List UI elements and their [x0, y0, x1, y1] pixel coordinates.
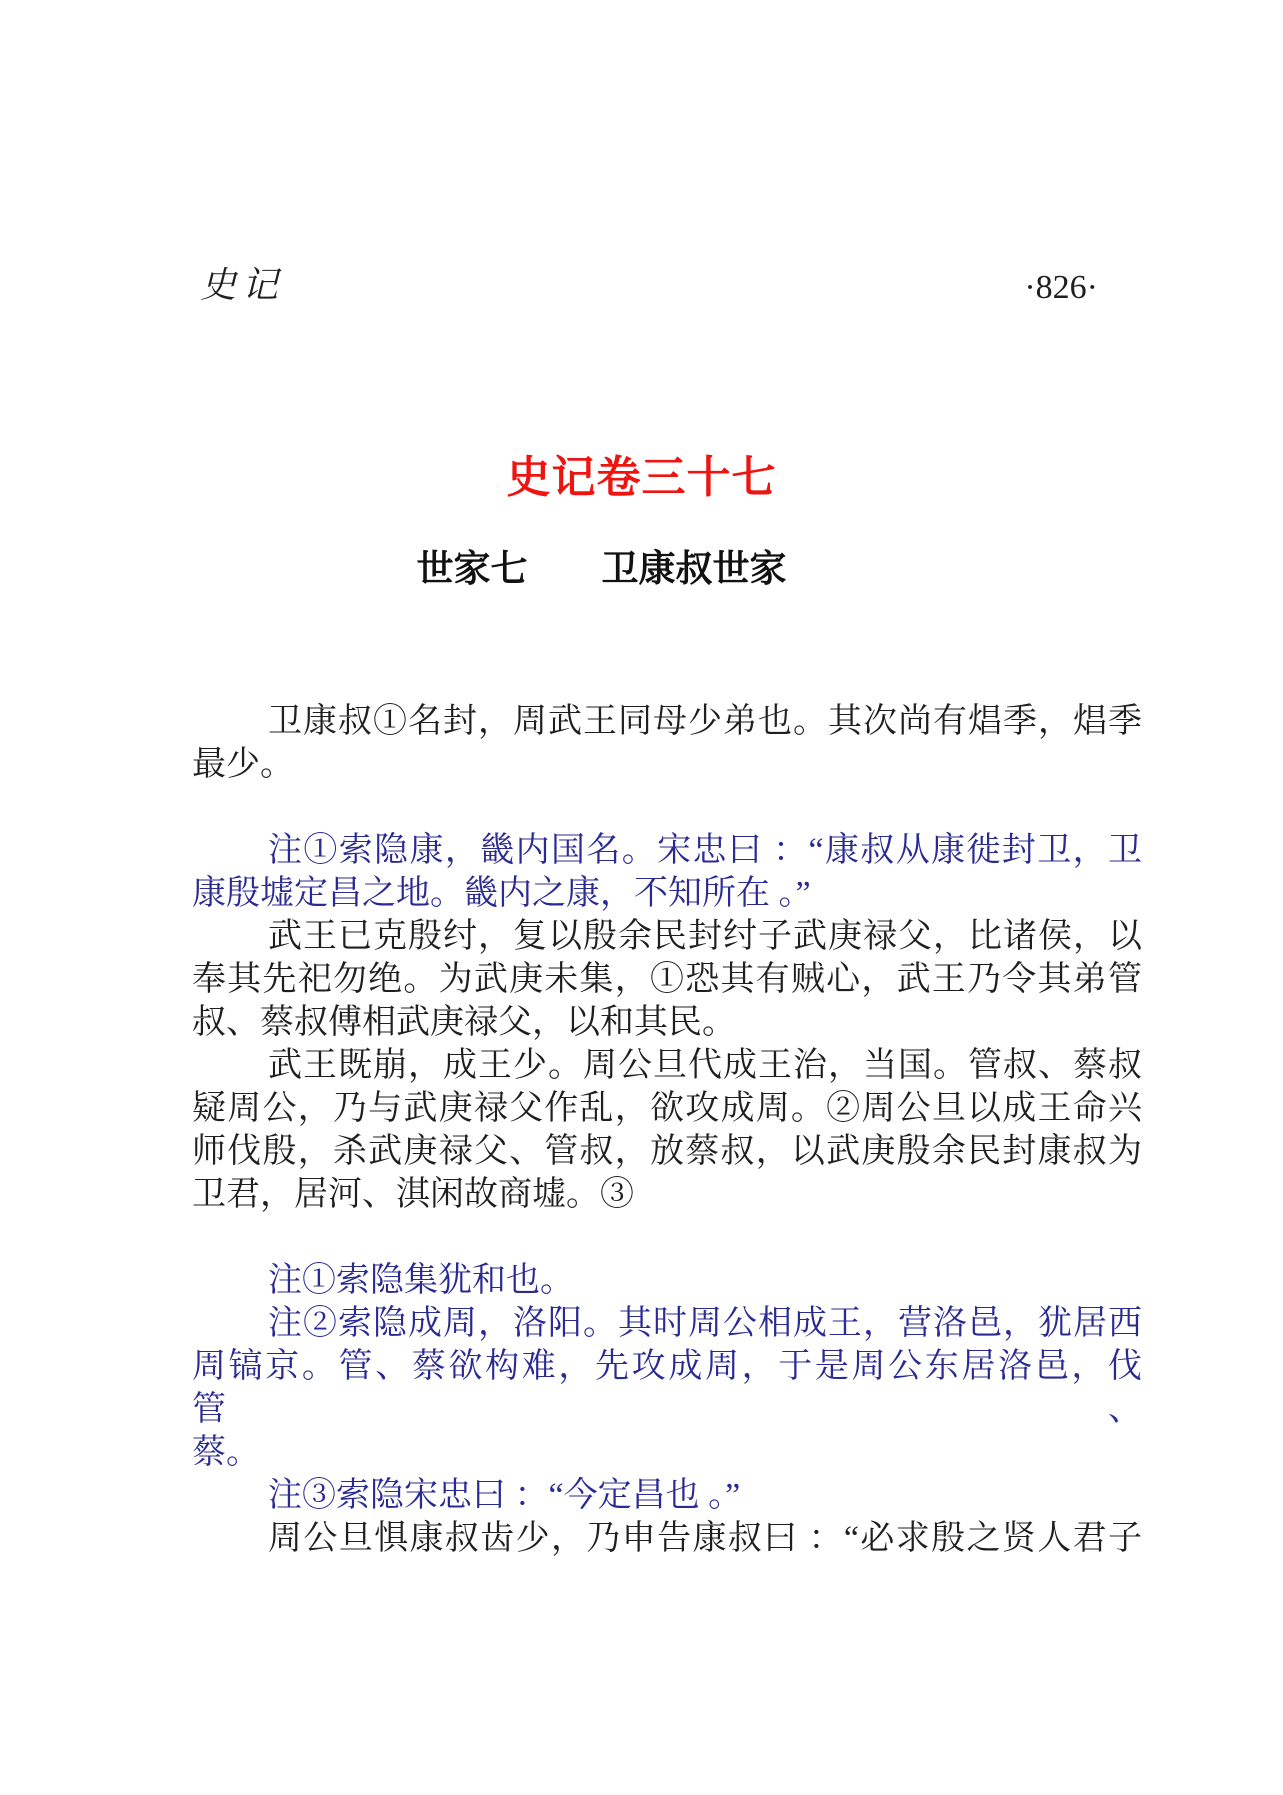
text-line: 师伐殷，杀武庚禄父、管叔，放蔡叔，以武庚殷余民封康叔为: [192, 1133, 1142, 1170]
text-line: 卫康叔①名封，周武王同母少弟也。其次尚有焻季，焻季: [268, 703, 1142, 740]
chapter-title: 史记卷三十七: [506, 453, 777, 502]
text-line: 最少。: [192, 746, 294, 783]
annotation-line: 康殷墟定昌之地。畿内之康，不知所在 。”: [192, 875, 811, 912]
text-line: 武王既崩，成王少。周公旦代成王治，当国。管叔、蔡叔: [268, 1047, 1142, 1084]
annotation-line: 周镐京。管、蔡欲构难，先攻成周，于是周公东居洛邑，伐管、: [192, 1348, 1142, 1428]
annotation-line: 注③索隐宋忠曰 ：“今定昌也 。”: [268, 1477, 741, 1514]
text-line: 奉其先祀勿绝。为武庚未集，①恐其有贼心，武王乃令其弟管: [192, 961, 1142, 998]
annotation-line: 注②索隐成周，洛阳。其时周公相成王，营洛邑，犹居西: [268, 1305, 1142, 1342]
section-title: 世家七 卫康叔世家: [416, 548, 787, 589]
text-block: [192, 700, 1142, 1560]
annotation-line: 注①索隐集犹和也。: [268, 1262, 574, 1299]
text-line: 叔、蔡叔傅相武庚禄父，以和其民。: [192, 1004, 736, 1041]
text-line: 武王已克殷纣，复以殷余民封纣子武庚禄父，比诸侯，以: [268, 918, 1142, 955]
text-line: 周公旦惧康叔齿少，乃申告康叔曰 ：“必求殷之贤人君子: [268, 1520, 1142, 1557]
text-line: 卫君，居河、淇闲故商墟。③: [192, 1176, 634, 1213]
text-line: 疑周公，乃与武庚禄父作乱，欲攻成周。②周公旦以成王命兴: [192, 1090, 1142, 1127]
running-header: [0, 263, 1283, 313]
annotation-line: 注①索隐康，畿内国名。宋忠曰 ：“康叔从康徙封卫，卫: [268, 832, 1142, 869]
page-number: ·826·: [1024, 269, 1098, 306]
book-title: 史记: [200, 265, 285, 305]
annotation-line: 蔡。: [192, 1434, 260, 1471]
